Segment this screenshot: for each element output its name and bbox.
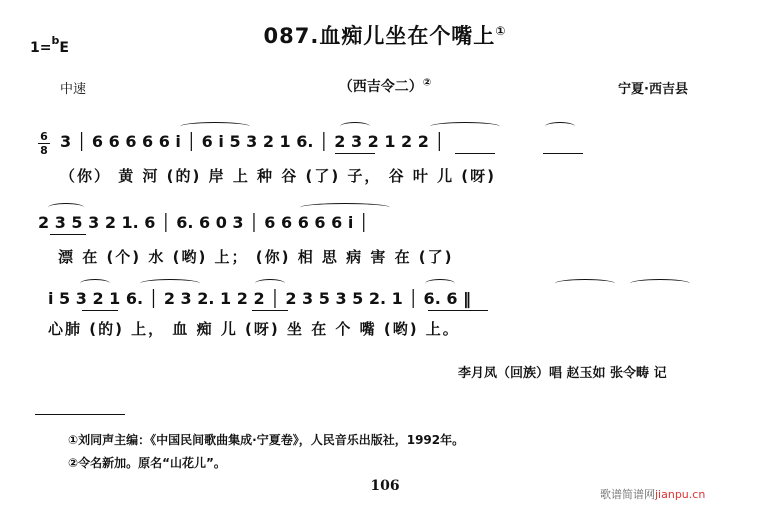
score-row-notes: 3 │ 6 6 6 6 6 i │ 6 i 5 3 2 1 6. │ 2 3 2 1 2 2 │: [60, 132, 445, 151]
slur-mark: [425, 279, 455, 288]
beam-line: [50, 234, 86, 235]
slur-mark: [630, 279, 690, 288]
page-number: 106: [370, 478, 400, 494]
score-row-lyrics: 漂 在 (个) 水 (哟) 上； (你) 相 思 病 害 在 (了): [58, 248, 454, 266]
song-region: 宁夏·西吉县: [618, 82, 688, 97]
watermark: 歌谱简谱网jianpu.cn: [600, 488, 706, 501]
footnote-1: ①刘同声主编：《中国民间歌曲集成·宁夏卷》，人民音乐出版社，1992年。: [68, 433, 465, 447]
subtitle-footnote-mark: ②: [422, 77, 432, 89]
beam-line: [455, 153, 495, 154]
beam-line: [543, 153, 583, 154]
beam-line: [335, 153, 375, 154]
slur-mark: [555, 279, 615, 288]
score-row-notes: i 5 3 2 1 6. │ 2 3 2. 1 2 2 │ 2 3 5 3 5 2. 1 │ 6. 6 ‖: [48, 289, 472, 308]
slur-mark: [255, 279, 285, 288]
slur-mark: [300, 203, 390, 212]
song-title: 087.血痴儿坐在个嘴上①: [263, 24, 507, 48]
beam-line: [82, 310, 118, 311]
score-row-lyrics: （你） 黄 河 (的) 岸 上 种 谷 (了) 子， 谷 叶 儿 (呀): [60, 167, 497, 185]
beam-line: [428, 310, 488, 311]
slur-mark: [545, 122, 575, 131]
credits: 李月凤（回族）唱 赵玉如 张令畴 记: [458, 366, 667, 381]
beam-line: [252, 310, 288, 311]
footnote-2: ②令名新加。原名“山花儿”。: [68, 456, 226, 470]
slur-mark: [80, 279, 110, 288]
footnote-divider: [35, 414, 125, 415]
slur-mark: [48, 203, 84, 212]
slur-mark: [340, 122, 370, 131]
score-row-notes: 2 3 5 3 2 1. 6 │ 6. 6 0 3 │ 6 6 6 6 6 i │: [38, 213, 369, 232]
tempo-marking: 中速: [60, 82, 87, 97]
flat-sign: b: [51, 34, 60, 47]
score-row-lyrics: 心肺 (的) 上， 血 痴 儿 (呀) 坐 在 个 嘴 (哟) 上。: [48, 320, 460, 338]
slur-mark: [140, 279, 200, 288]
song-subtitle: （西吉令二）②: [338, 77, 432, 95]
title-footnote-mark: ①: [495, 24, 507, 38]
key-signature: 1=$^b$E: [30, 34, 69, 56]
slur-mark: [430, 122, 500, 131]
slur-mark: [180, 122, 250, 131]
time-signature: 6 8: [38, 131, 50, 156]
